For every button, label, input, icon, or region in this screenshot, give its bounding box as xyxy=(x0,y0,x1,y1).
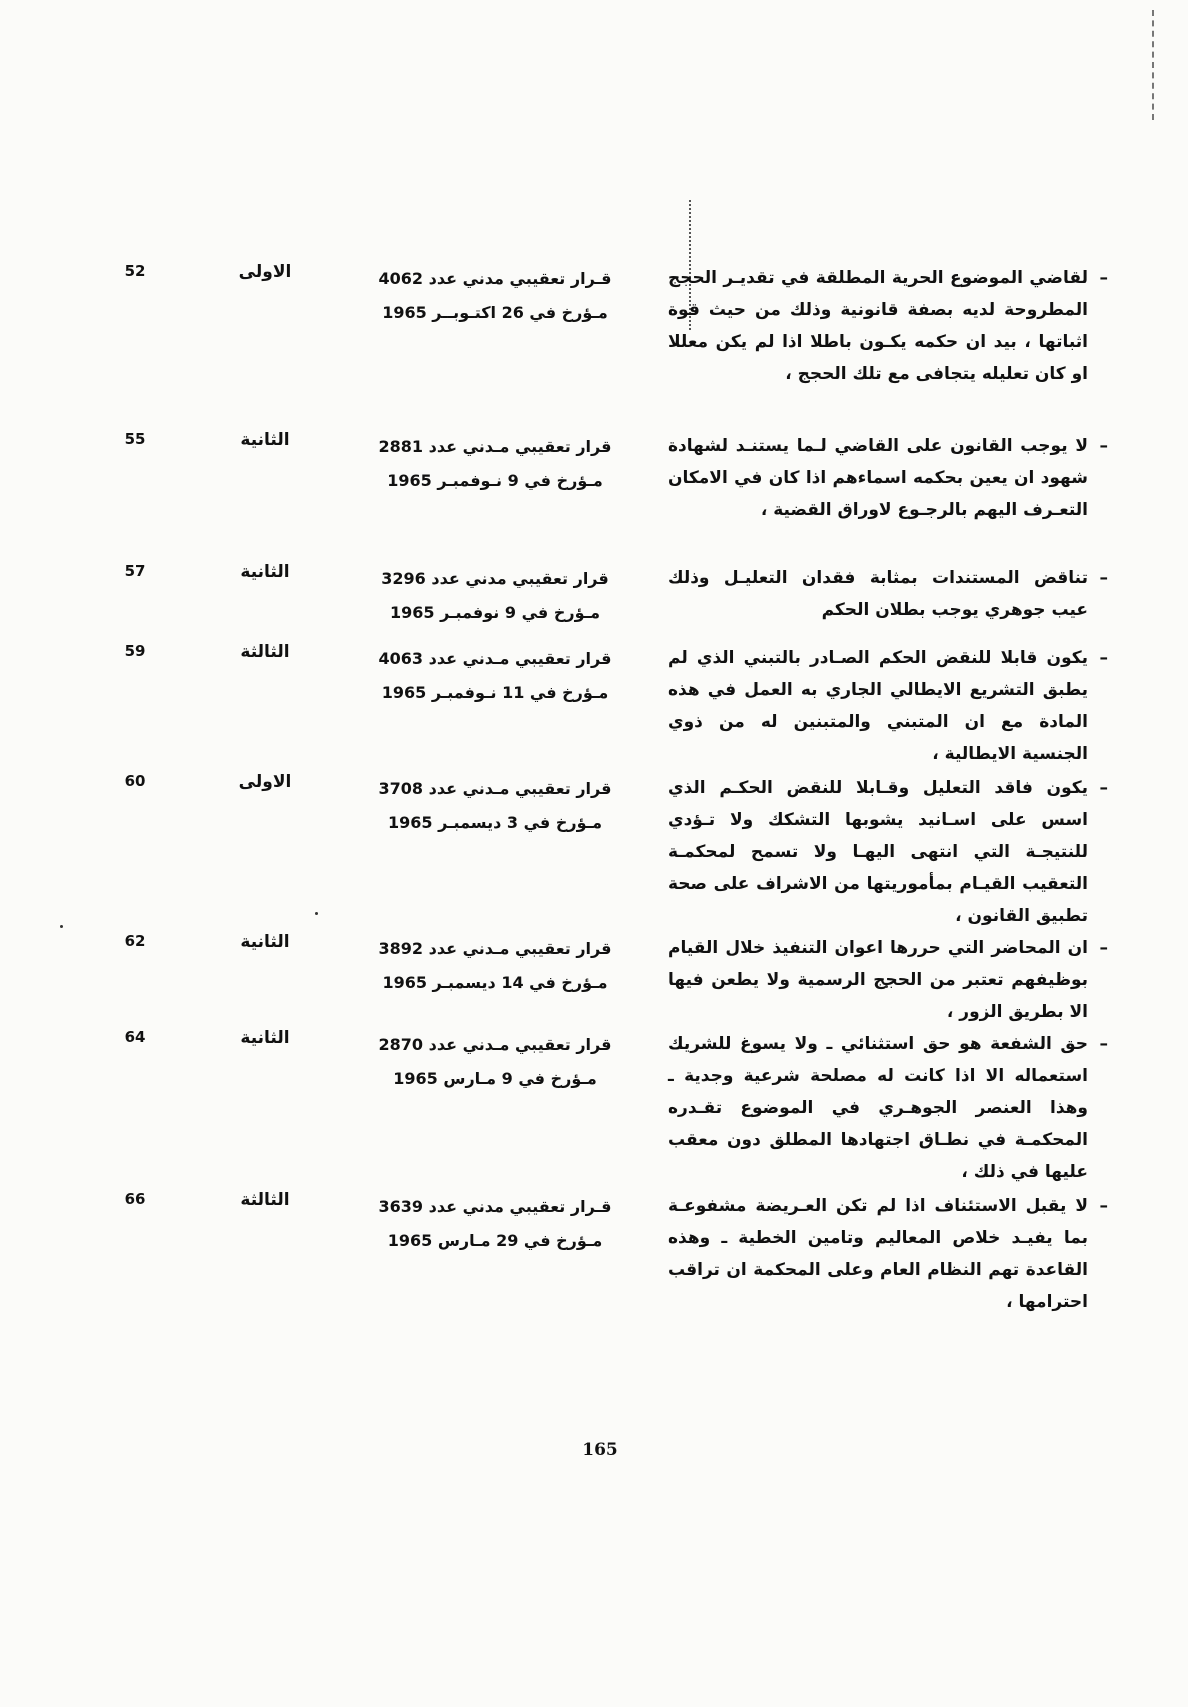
summary-text: – لا يقبل الاستئناف اذا لم تكن العـريضة مشفوعـة بما يفيـد خلاص المعاليم وتامين الخطية ـ وهذه القاعدة تهم النظام العام وعلى المحكمة ان تراقب احترامها ، xyxy=(668,1190,1088,1318)
decision-date: مـؤرخ في 3 ديسمبـر 1965 xyxy=(388,813,602,832)
decision-reference xyxy=(335,772,655,840)
decision-date: مـؤرخ في 29 مـارس 1965 xyxy=(387,1231,603,1250)
decision-summary xyxy=(668,262,1088,390)
decision-reference xyxy=(335,430,655,498)
chamber-label: الثالثة xyxy=(240,642,290,662)
page-number: 66 xyxy=(124,1190,146,1208)
page-number: 52 xyxy=(124,262,146,280)
summary-text: – ان المحاضر التي حررها اعوان التنفيذ خلال القيام بوظيفهم تعتبر من الحجج الرسمية ولا يطعن فيها الا بطريق الزور ، xyxy=(668,932,1088,1028)
decision-number: قرار تعقيبي مـدني عدد 3708 xyxy=(378,779,612,798)
page-number: 60 xyxy=(124,772,146,790)
decision-number: قرار تعقيبي مـدني عدد 3892 xyxy=(378,939,612,958)
chamber-label: الاولى xyxy=(238,262,292,282)
decision-reference xyxy=(335,562,655,630)
decision-number: قـرار تعقيبي مدني عدد 3639 xyxy=(378,1197,612,1216)
decision-date: مـؤرخ في 9 مـارس 1965 xyxy=(393,1069,597,1088)
decision-date: مـؤرخ في 26 اكتـوبــر 1965 xyxy=(382,303,608,322)
scan-speck xyxy=(60,925,63,928)
decision-number: قرار تعقيبي مـدني عدد 2870 xyxy=(378,1035,612,1054)
decision-summary xyxy=(668,932,1088,1028)
chamber-label: الثانية xyxy=(240,430,290,450)
decision-reference xyxy=(335,1190,655,1258)
decision-summary xyxy=(668,1190,1088,1318)
summary-text: – لا يوجب القانون على القاضي لـما يستنـد لشهادة شهود ان يعين بحكمه اسماءهم اذا كان في الامكان التعـرف اليهم بالرجـوع لاوراق القضية ، xyxy=(668,430,1088,526)
chamber-label: الثانية xyxy=(240,1028,290,1048)
chamber-label: الثانية xyxy=(240,562,290,582)
scan-speck xyxy=(315,912,318,915)
page-number: 59 xyxy=(124,642,146,660)
page-number: 57 xyxy=(124,562,146,580)
decision-summary xyxy=(668,562,1088,626)
decision-date: مـؤرخ في 9 نـوفمبـر 1965 xyxy=(387,471,603,490)
page-number: 55 xyxy=(124,430,146,448)
page-number: 64 xyxy=(124,1028,146,1046)
chamber-label: الاولى xyxy=(238,772,292,792)
decision-number: قرار تعقيبي مـدني عدد 4063 xyxy=(378,649,612,668)
decision-reference xyxy=(335,1028,655,1096)
decision-summary xyxy=(668,772,1088,932)
decision-reference xyxy=(335,262,655,330)
decision-summary xyxy=(668,430,1088,526)
decision-reference xyxy=(335,642,655,710)
decision-number: قـرار تعقيبي مدني عدد 4062 xyxy=(378,269,612,288)
decision-summary xyxy=(668,642,1088,770)
scan-edge-mark xyxy=(1152,10,1158,120)
decision-number: قرار تعقيبي مدني عدد 3296 xyxy=(381,569,609,588)
summary-text: – لقاضي الموضوع الحرية المطلقة في تقديـر الحجج المطروحة لديه بصفة قانونية وذلك من حيث قوة اثباتها ، بيد ان حكمه يكـون باطلا اذا لم يكن معللا او كان تعليله يتجافى مع تلك الحجج ، xyxy=(668,262,1088,390)
decision-date: مـؤرخ في 9 نوفمبـر 1965 xyxy=(390,603,600,622)
page-number: 62 xyxy=(124,932,146,950)
summary-text: – يكون قابلا للنقض الحكم الصـادر بالتبني الذي لم يطبق التشريع الايطالي الجاري به العمل في هذه المادة مع ان المتبني والمتبنين له من ذوي الجنسية الايطالية ، xyxy=(668,642,1088,770)
chamber-label: الثالثة xyxy=(240,1190,290,1210)
summary-text: – يكون فاقد التعليل وقـابلا للنقض الحكـم الذي اسس على اسـانيد يشوبها التشكك ولا تـؤدي للنتيجـة التي انتهى اليهـا ولا تسمح لمحكمـة التعقيب القيـام بمأموريتها من الاشراف على صحة تطبيق القانون ، xyxy=(668,772,1088,932)
summary-text: – حق الشفعة هو حق استثنائي ـ ولا يسوغ للشريك استعماله الا اذا كانت له مصلحة شرعية وجدية ـ وهذا العنصر الجوهـري في الموضوع تقـدره المحكمـة في نطـاق اجتهادها المطلق دون معقب عليها في ذلك ، xyxy=(668,1028,1088,1188)
decision-summary xyxy=(668,1028,1088,1188)
chamber-label: الثانية xyxy=(240,932,290,952)
decision-number: قرار تعقيبي مـدني عدد 2881 xyxy=(378,437,612,456)
decision-reference xyxy=(335,932,655,1000)
decision-date: مـؤرخ في 11 نـوفمبـر 1965 xyxy=(381,683,609,702)
summary-text: – تناقض المستندات بمثابة فقدان التعليـل وذلك عيب جوهري يوجب بطلان الحكم xyxy=(668,562,1088,626)
page-folio: 165 xyxy=(582,1440,618,1460)
decision-date: مـؤرخ في 14 ديسمبـر 1965 xyxy=(382,973,608,992)
